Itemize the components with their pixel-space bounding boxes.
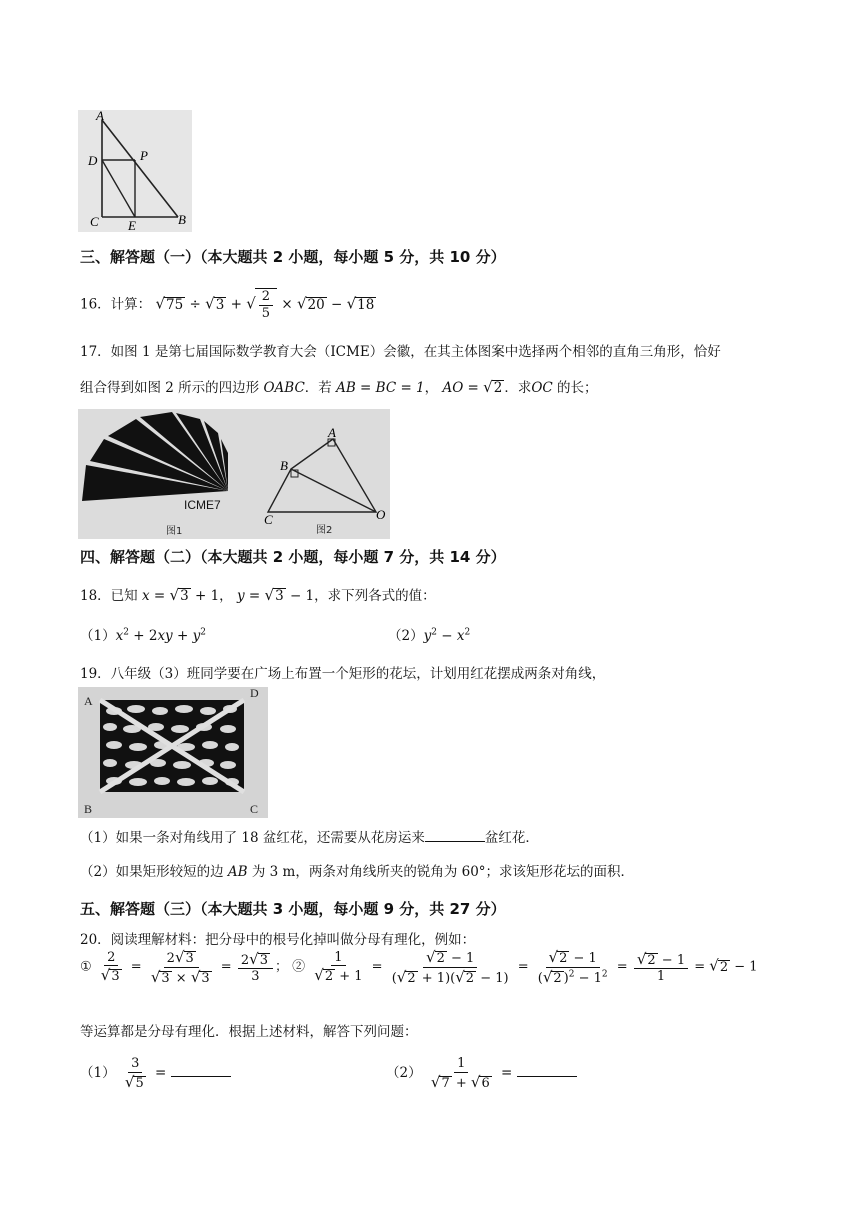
- question-20-part-1: （1） $\frac{3}{√5}$ =: [80, 1056, 231, 1091]
- label-b: B: [178, 212, 186, 227]
- icme-logo-text: ICME7: [184, 498, 221, 512]
- question-17-line1: 17．如图 1 是第七届国际数学教育大会（ICME）会徽，在其主体图案中选择两个相邻的直角三角形，恰好: [80, 344, 721, 360]
- fig1-caption: 图1: [166, 526, 183, 537]
- question-17-line2: 组合得到如图 2 所示的四边形 OABC．若 AB = BC = 1， AO = √2 ．求OC 的长；: [80, 378, 598, 396]
- fig2-label-a: A: [328, 425, 336, 440]
- section-5-title: 五、解答题（三）（本大题共 3 小题，每小题 9 分，共 27 分）: [80, 900, 506, 918]
- label-a: A: [96, 110, 104, 123]
- answer-blank[interactable]: [517, 1064, 577, 1077]
- flower-label-b: B: [84, 802, 93, 816]
- figure-icme-logo-and-quadrilateral: [78, 409, 390, 539]
- question-19-part-2: （2）如果矩形较短的边 AB 为 3 m，两条对角线所夹的锐角为 60°；求该矩形花坛的面积．: [80, 864, 635, 880]
- flower-label-a: A: [84, 694, 93, 708]
- question-20-line1: 20．阅读理解材料：把分母中的根号化掉叫做分母有理化，例如：: [80, 932, 476, 948]
- label-e: E: [128, 218, 136, 232]
- label-p: P: [140, 148, 148, 163]
- question-18: 18．已知 x = √3 + 1， y = √3 − 1，求下列各式的值：: [80, 586, 436, 604]
- fig2-label-c: C: [264, 512, 273, 527]
- label-d: D: [88, 153, 98, 168]
- question-18-part-2: $(2)y^2 - x^2$: [388, 627, 471, 644]
- section-3-title: 三、解答题（一）（本大题共 2 小题，每小题 5 分，共 10 分）: [80, 248, 506, 266]
- flower-label-c: C: [250, 802, 259, 816]
- question-16: 16．计算： √75 ÷ √3 + √ $\frac{2}{5}$ × √20 − √18: [80, 289, 375, 321]
- question-19-line1: 19．八年级（3）班同学要在广场上布置一个矩形的花坛，计划用红花摆成两条对角线，: [80, 666, 606, 682]
- flower-label-d: D: [250, 687, 259, 700]
- question-18-part-1: $(1)x^2 + 2xy + y^2$: [80, 627, 206, 644]
- icme-logo-icon: [82, 412, 228, 501]
- section-4-title: 四、解答题（二）（本大题共 2 小题，每小题 7 分，共 14 分）: [80, 548, 506, 566]
- question-20-part-2: （2） $\frac{1}{√7 + √6}$ =: [386, 1056, 577, 1091]
- fig2-caption: 图2: [316, 525, 333, 536]
- answer-blank[interactable]: [171, 1064, 231, 1077]
- question-20-line3: 等运算都是分母有理化．根据上述材料，解答下列问题：: [80, 1024, 418, 1040]
- q16-prefix: 16．计算：: [80, 296, 152, 313]
- question-19-part-1: （1）如果一条对角线用了 18 盆红花，还需要从花房运来 盆红花．: [80, 830, 539, 846]
- label-c: C: [90, 214, 99, 229]
- answer-blank[interactable]: [425, 829, 485, 842]
- question-20-examples: ① $\frac{2}{√3}$ = $\frac{2√3}{√3 \times √3}$ = $\frac{2√3}{3}$ ； ② $\frac{1}{√2 + 1}$ = $\frac{√2 - 1}{(√2 + 1)(√2 - 1)}$ = $\frac{√2 - 1}{(√2 )^2 - 1^2}$ = $\frac{√2 - 1}{1}$ = √2 − 1: [80, 948, 758, 986]
- figure-flower-bed: [78, 687, 268, 818]
- figure-right-triangle: [78, 110, 192, 232]
- fig2-label-b: B: [280, 458, 288, 473]
- fig2-label-o: O: [376, 507, 386, 522]
